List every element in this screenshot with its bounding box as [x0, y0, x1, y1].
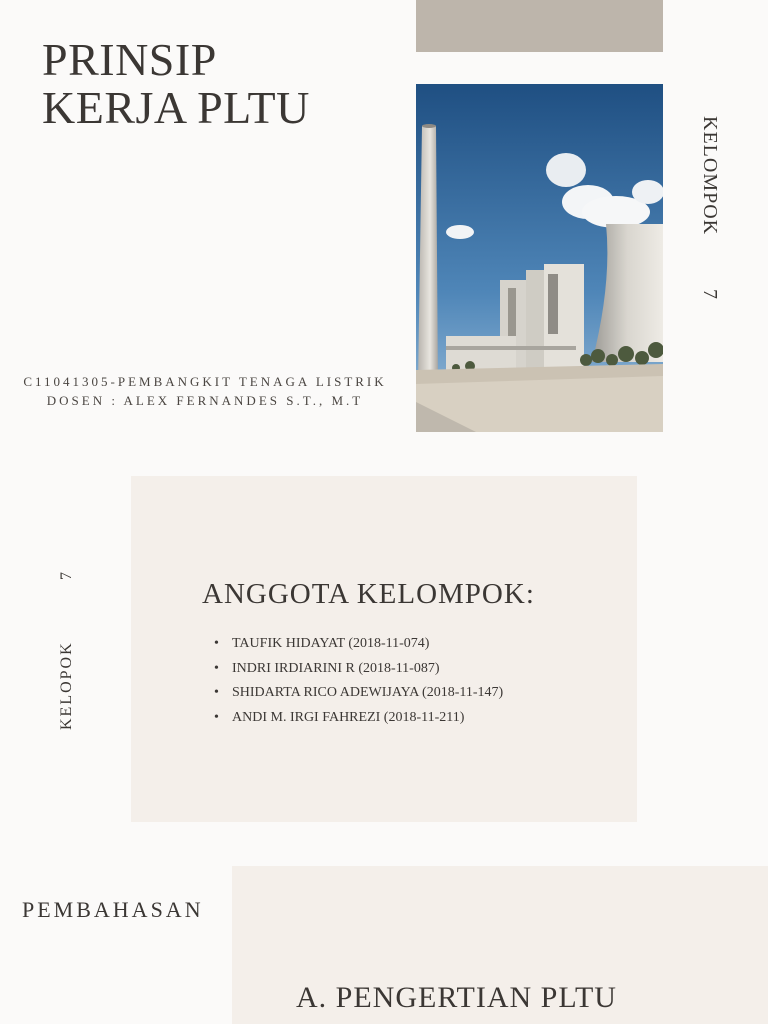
slide-title — [42, 36, 310, 132]
members-list — [214, 632, 503, 730]
power-plant-illustration — [416, 84, 663, 432]
member-item: • SHIDARTA RICO ADEWIJAYA (2018-11-147) — [214, 681, 503, 706]
discussion-label: PEMBAHASAN — [22, 897, 204, 922]
member-item: • INDRI IRDIARINI R (2018-11-087) — [214, 657, 503, 682]
title-line-2: KERJA PLTU — [42, 82, 310, 133]
power-plant-photo — [416, 84, 663, 432]
section-heading: A. PENGERTIAN PLTU — [296, 981, 617, 1014]
course-code: C11041305-PEMBANGKIT TENAGA LISTRIK — [23, 374, 387, 389]
member-item: • ANDI M. IRGI FAHREZI (2018-11-211) — [214, 706, 503, 731]
group-number: 7 — [699, 289, 721, 301]
title-line-1: PRINSIP — [42, 34, 217, 85]
members-heading: ANGGOTA KELOMPOK: — [202, 578, 535, 610]
member-item: • TAUFIK HIDAYAT (2018-11-074) — [214, 632, 503, 657]
top-accent-bar — [416, 0, 663, 52]
group-label-text: KELOPOK — [58, 641, 75, 730]
lecturer-name: DOSEN : ALEX FERNANDES S.T., M.T — [46, 393, 364, 408]
course-info — [0, 372, 410, 410]
group-number: 7 — [58, 570, 75, 580]
vertical-group-label-rotated — [58, 570, 80, 730]
group-label-text: KELOMPOK — [699, 116, 721, 236]
vertical-group-label — [698, 116, 721, 300]
